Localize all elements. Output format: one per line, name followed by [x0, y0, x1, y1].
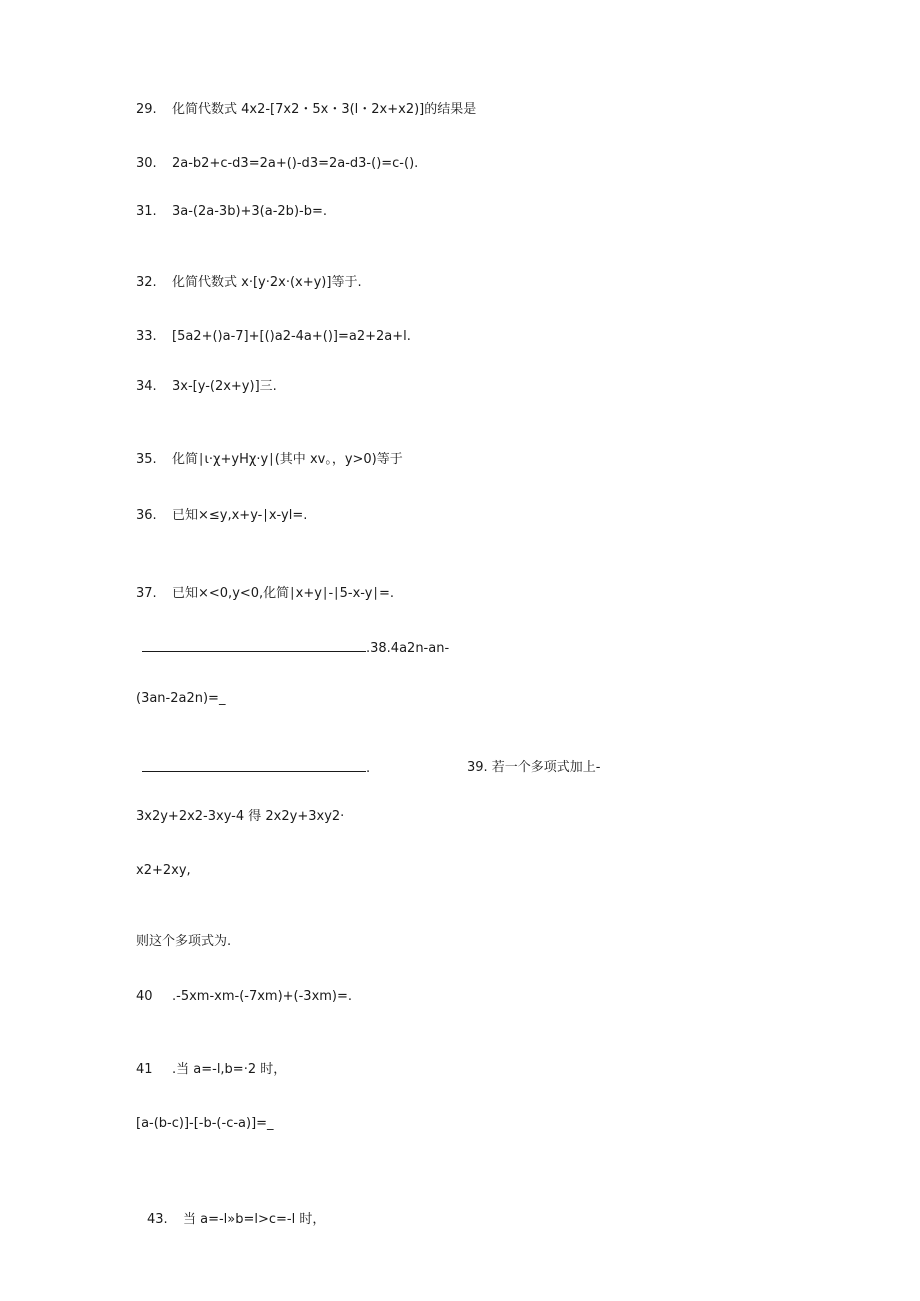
question-32: [136, 274, 362, 292]
question-text: 则这个多项式为.: [136, 934, 232, 949]
question-39-line-4: [136, 933, 231, 951]
question-34: [136, 378, 277, 396]
question-text: 化简代数式 4x2-[7x2・5x・3(l・2x+x2)]的结果是: [172, 102, 477, 117]
question-text: 3a-(2a-3b)+3(a-2b)-b=.: [172, 204, 327, 219]
question-38: [142, 639, 449, 658]
question-text: 化简代数式 x·[y·2x·(x+y)]等于.: [172, 275, 362, 290]
question-number: 29.: [136, 102, 157, 117]
question-text: 当 a=-l»b=l>c=-l 时，: [183, 1212, 326, 1227]
question-number: 34.: [136, 379, 157, 394]
question-text: 化简∣ι·χ+yHχ·y∣(其中 xv。，y>0)等于: [172, 452, 403, 467]
question-35: [136, 451, 403, 469]
answer-blank-row: [142, 759, 370, 778]
question-text: 已知×≤y,x+y-∣x-yl=.: [172, 508, 308, 523]
question-number: 36.: [136, 508, 157, 523]
question-text: [a-(b-c)]-[-b-(-c-a)]=_: [136, 1116, 274, 1131]
question-number: 32.: [136, 275, 157, 290]
question-33: [136, 328, 411, 346]
question-41-line-2: [136, 1115, 274, 1133]
question-text: 39. 若一个多项式加上-: [467, 760, 601, 775]
question-31: [136, 203, 327, 221]
question-text: 已知×<0,y<0,化简∣x+y∣-∣5-x-y∣=.: [172, 586, 394, 601]
question-number: 37.: [136, 586, 157, 601]
question-43: [147, 1211, 325, 1229]
blank-suffix: .: [366, 761, 371, 776]
question-number: 40: [136, 989, 153, 1004]
question-text: .38.4a2n-an-: [366, 641, 450, 656]
question-37: [136, 585, 394, 603]
question-30: [136, 155, 418, 173]
question-text: 2a-b2+c-d3=2a+()-d3=2a-d3-()=c-().: [172, 156, 419, 171]
question-text: 3x-[y-(2x+y)]三.: [172, 379, 277, 394]
question-number: 33.: [136, 329, 157, 344]
question-text: x2+2xy,: [136, 863, 191, 878]
question-text: 3x2y+2x2-3xy-4 得 2x2y+3xy2·: [136, 809, 345, 824]
question-text: (3an-2a2n)=_: [136, 691, 226, 706]
question-number: 41: [136, 1062, 153, 1077]
question-39-line-2: [136, 808, 344, 826]
question-40: [136, 988, 352, 1006]
question-number: 43.: [147, 1212, 168, 1227]
question-text: [5a2+()a-7]+[()a2-4a+()]=a2+2a+l.: [172, 329, 411, 344]
question-number: 35.: [136, 452, 157, 467]
question-39: [467, 759, 601, 777]
question-36: [136, 507, 307, 525]
question-number: 31.: [136, 204, 157, 219]
question-29: [136, 101, 476, 119]
question-text: .当 a=-l,b=·2 时，: [172, 1062, 287, 1077]
answer-blank: [142, 759, 366, 772]
question-38-continued: [136, 690, 225, 708]
question-text: .-5xm-xm-(-7xm)+(-3xm)=.: [172, 989, 353, 1004]
question-41: [136, 1061, 286, 1079]
question-number: 30.: [136, 156, 157, 171]
answer-blank: [142, 639, 366, 652]
question-39-line-3: [136, 862, 191, 880]
